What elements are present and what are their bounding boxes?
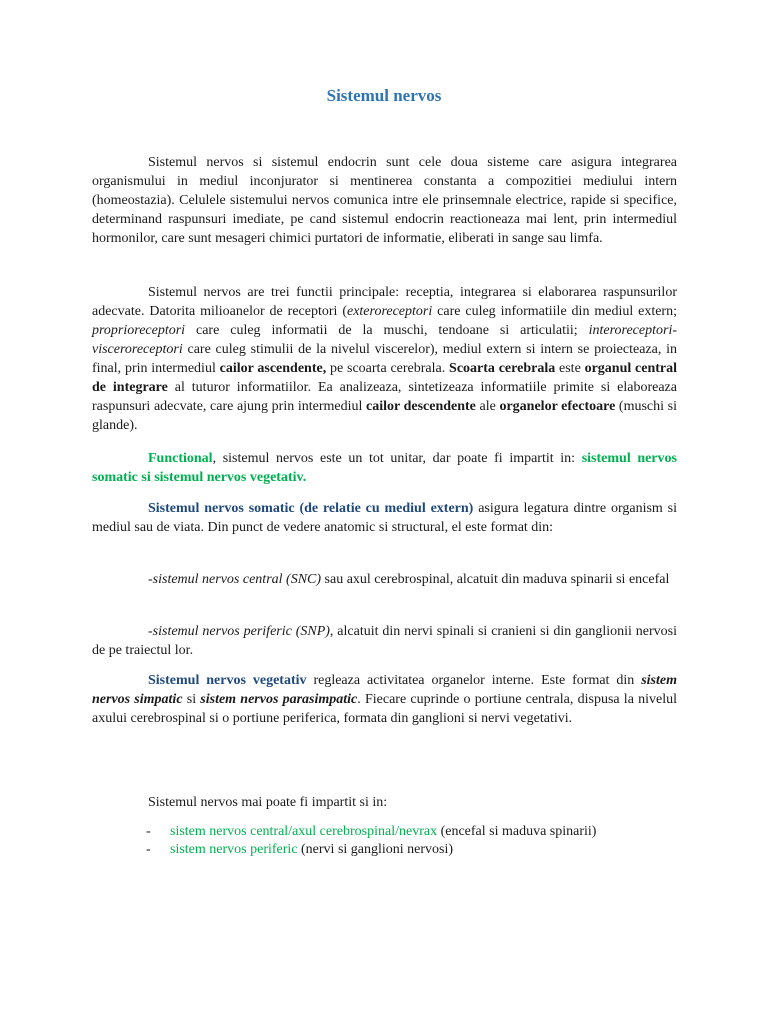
term-proprioreceptori: proprioreceptori — [92, 323, 186, 338]
term-exteroreceptori: exteroreceptori — [346, 304, 433, 319]
list-item — [146, 841, 686, 859]
list-item — [146, 823, 686, 841]
term-functional: Functional — [148, 451, 213, 466]
paragraph-vegetativ — [92, 671, 677, 728]
paragraph-snp — [92, 622, 677, 660]
term-snc-list: sistem nervos central/axul cerebrospinal/nevrax — [170, 824, 438, 839]
text: , alcatuit din nervi spinali si cranieni si din ganglionii nervosi de pe traiectul lor. — [92, 624, 677, 658]
term-cai-ascendente: cailor ascendente, — [219, 361, 327, 376]
page-title: Sistemul nervos — [326, 86, 442, 105]
paragraph-impartire — [92, 793, 677, 812]
text: care culeg stimulii de la nivelul viscerelor), mediul extern si intern se proiecteaza, in final, prin intermediul — [92, 342, 677, 376]
term-organ-central: organul central de integrare — [92, 361, 678, 395]
paragraph-functional — [92, 449, 677, 487]
text: . Fiecare cuprinde o portiune centrala, dispusa la nivelul axului cerebrospinal si o portiune periferica, formata din ganglioni si nervi vegetativi. — [92, 692, 677, 726]
paragraph-snc — [92, 570, 677, 589]
text: care culeg informatiile din mediul extern; — [432, 304, 677, 319]
text: sau axul cerebrospinal, alcatuit din maduva spinarii si encefal — [321, 572, 670, 587]
dash-bullet: - — [146, 824, 151, 839]
paragraph-functions — [92, 283, 677, 435]
term-cai-descendente: cailor descendente — [366, 399, 476, 414]
term-interoreceptori: interoreceptori-visceroreceptori — [92, 323, 677, 357]
term-snc: -sistemul nervos central (SNC) — [148, 572, 322, 587]
term-somatic-vegetativ: sistemul nervos somatic si sistemul nervos vegetativ. — [92, 451, 678, 485]
term-scoarta-cerebrala: Scoarta cerebrala — [449, 361, 556, 376]
text: asigura legatura dintre organism si mediul sau de viata. Din punct de vedere anatomic si structural, el este format din: — [92, 501, 677, 535]
paragraph-text: Sistemul nervos si sistemul endocrin sunt cele doua sisteme care asigura integrarea organismului in mediul inconjurator si mentinerea constanta a compozitiei mediului intern (homeostazia). Celulele sistemului nervos comunica intre ele prinsemnale electrice, rapide si specifice, determinand raspunsuri imediate, pe cand sistemul endocrin reactioneaza mai lent, prin intermediul hormonilor, care sunt mesageri chimici purtatori de informatie, eliberati in sange sau limfa. — [92, 155, 677, 246]
term-snp-list: sistem nervos periferic — [170, 842, 298, 857]
paragraph-somatic — [92, 499, 677, 537]
paragraph-intro — [92, 153, 677, 248]
text: (muschi si glande). — [92, 399, 677, 433]
text: pe scoarta cerebrala. — [326, 361, 450, 376]
term-organe-efectoare: organelor efectoare — [499, 399, 616, 414]
text: , sistemul nervos este un tot unitar, dar poate fi impartit in: — [212, 451, 582, 466]
text: regleaza activitatea organelor interne. Este format din — [306, 673, 642, 688]
text: care culeg informatii de la muschi, tendoane si articulatii; — [185, 323, 589, 338]
term-parasimpatic: sistem nervos parasimpatic — [200, 692, 358, 707]
paragraph-text: Sistemul nervos mai poate fi impartit si in: — [148, 795, 388, 810]
heading-somatic: Sistemul nervos somatic (de relatie cu mediul extern) — [148, 501, 474, 516]
division-list — [146, 823, 686, 859]
term-snp: -sistemul nervos periferic (SNP) — [148, 624, 330, 639]
dash-bullet: - — [146, 842, 151, 857]
term-simpatic: sistem nervos simpatic — [92, 673, 677, 707]
text: este — [555, 361, 585, 376]
text: al tuturor informatiilor. Ea analizeaza, sintetizeaza informatiile primite si elaboreaza raspunsuri adecvate, care ajung prin intermediul — [92, 380, 677, 414]
text: (nervi si ganglioni nervosi) — [297, 842, 454, 857]
text: ale — [475, 399, 500, 414]
text: (encefal si maduva spinarii) — [437, 824, 597, 839]
text: Sistemul nervos are trei functii principale: receptia, integrarea si elaborarea raspunsurilor adecvate. Datorita milioanelor de receptori ( — [92, 285, 677, 319]
text: si — [182, 692, 201, 707]
heading-vegetativ: Sistemul nervos vegetativ — [148, 673, 307, 688]
